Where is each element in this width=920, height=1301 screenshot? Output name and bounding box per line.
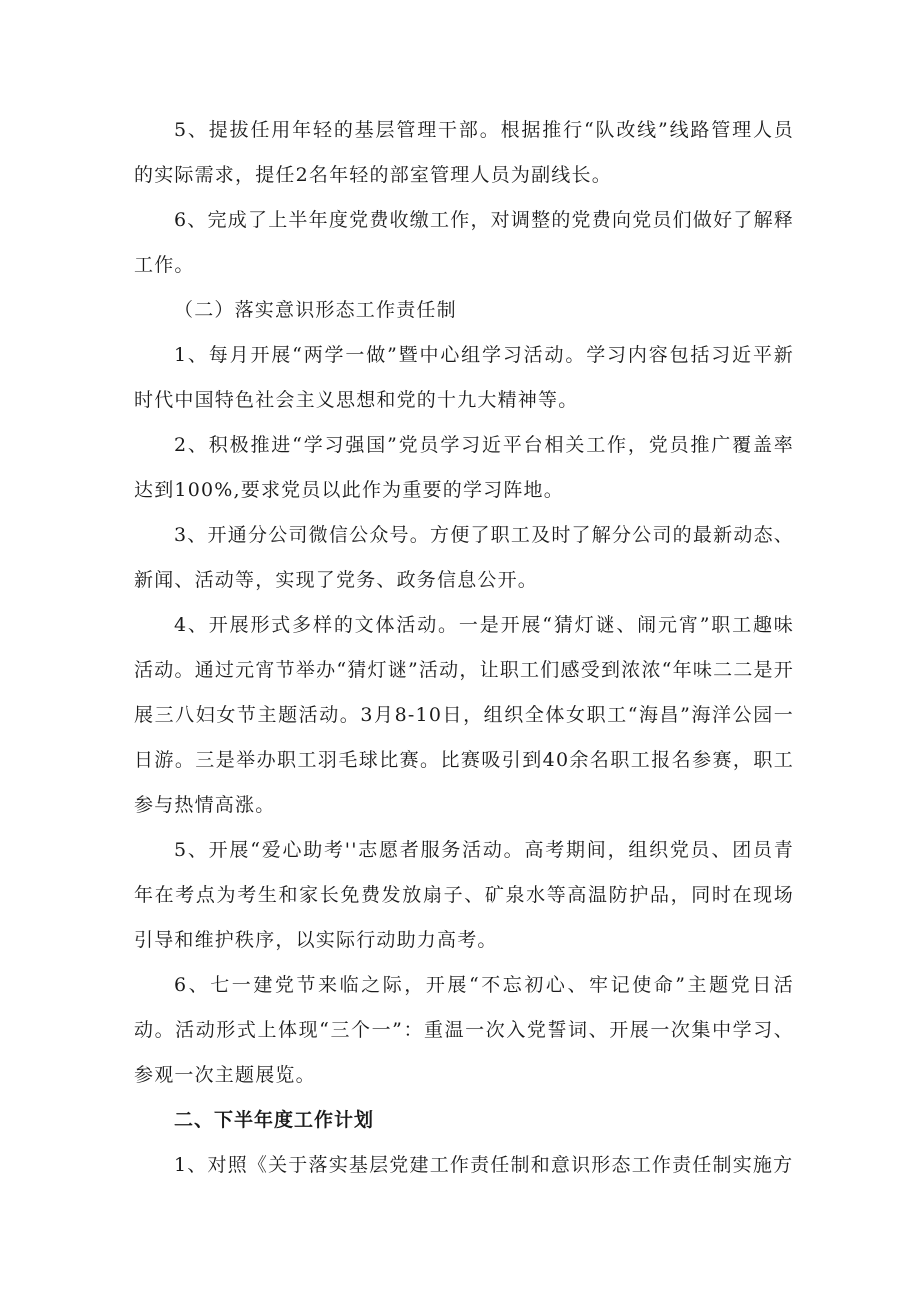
paragraph-study-platform: 2、积极推进“学习强国”党员学习近平台相关工作，党员推广覆盖率达到100%,要求党员以此作为重要的学习阵地。: [134, 434, 794, 501]
paragraph-study-activity: 1、每月开展“两学一做”暨中心组学习活动。学习内容包括习近平新时代中国特色社会主义思想和党的十九大精神等。: [134, 344, 794, 411]
paragraph-party-day: 6、七一建党节来临之际，开展“不忘初心、牢记使命”主题党日活动。活动形式上体现“三个一”：重温一次入党誓词、开展一次集中学习、参观一次主题展览。: [134, 974, 794, 1086]
section-heading-second-half-plan: 二、下半年度工作计划: [174, 1109, 375, 1131]
paragraph-cadre-promotion: 5、提拔任用年轻的基层管理干部。根据推行“队改线”线路管理人员的实际需求，提任2名年轻的部室管理人员为副线长。: [134, 119, 794, 186]
paragraph-plan-item-1: 1、对照《关于落实基层党建工作责任制和意识形态工作责任制实施方: [174, 1154, 794, 1176]
paragraph-wechat-account: 3、开通分公司微信公众号。方便了职工及时了解分公司的最新动态、新闻、活动等，实现了党务、政务信息公开。: [134, 524, 794, 591]
paragraph-party-dues: 6、完成了上半年度党费收缴工作，对调整的党费向党员们做好了解释工作。: [134, 209, 794, 276]
section-subheading-ideology: （二）落实意识形态工作责任制: [174, 299, 457, 321]
paragraph-exam-volunteer: 5、开展“爱心助考''志愿者服务活动。高考期间，组织党员、团员青年在考点为考生和家长免费发放扇子、矿泉水等高温防护品，同时在现场引导和维护秩序，以实际行动助力高考。: [134, 839, 794, 951]
paragraph-cultural-activities: 4、开展形式多样的文体活动。一是开展“猜灯谜、闹元宵”职工趣味活动。通过元宵节举办“猜灯谜”活动，让职工们感受到浓浓“年味二二是开展三八妇女节主题活动。3月8-10日，组织全体女职工“海昌”海洋公园一日游。三是举办职工羽毛球比赛。比赛吸引到40余名职工报名参赛，职工参与热情高涨。: [134, 614, 794, 816]
